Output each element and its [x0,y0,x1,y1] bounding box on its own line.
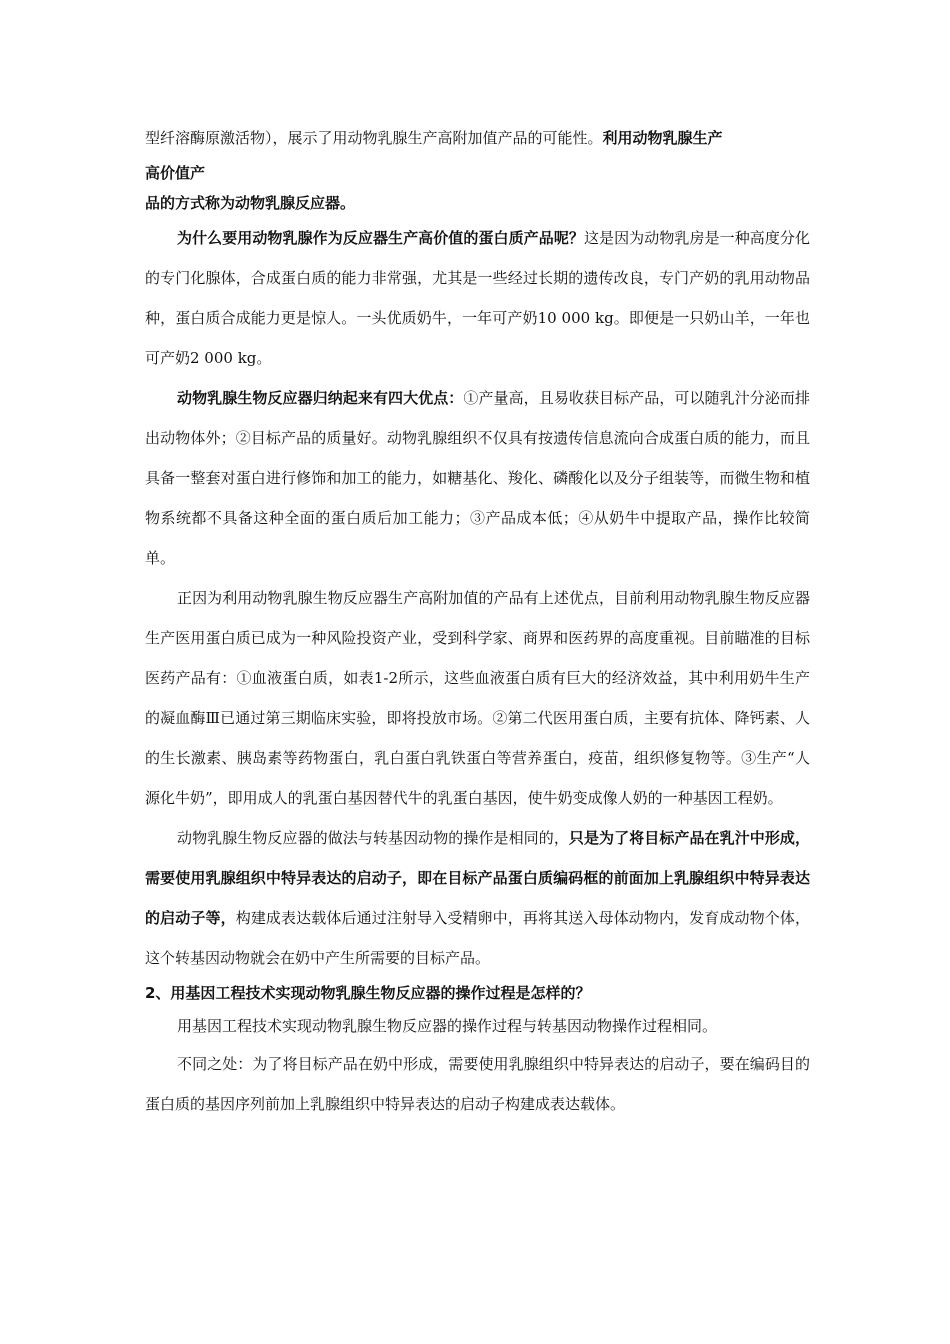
paragraph-5-text-a: 动物乳腺生物反应器的做法与转基因动物的操作是相同的， [177,829,569,847]
paragraph-1-bold-c: 品的方式称为动物乳腺反应器。 [145,194,356,212]
paragraph-6: 用基因工程技术实现动物乳腺生物反应器的操作过程与转基因动物操作过程相同。 [177,1017,718,1035]
paragraph-1-bold-a: 利用动物乳腺生产 [602,129,723,147]
paragraph-1-text: 型纤溶酶原激活物），展示了用动物乳腺生产高附加值产品的可能性。 [145,129,603,147]
paragraph-3-bold: 动物乳腺生物反应器归纳起来有四大优点： [177,389,464,407]
paragraph-2 [145,218,810,378]
paragraph-2-text: 这是因为动物乳房是一种高度分化的专门化腺体，合成蛋白质的能力非常强，尤其是一些经过长期的遗传改良，专门产奶的乳用动物品种，蛋白质合成能力更是惊人。一头优质奶牛，一年可产奶10 000 kg。即便是一只奶山羊，一年也可产奶2 000 kg。 [145,229,810,367]
paragraph-1-bold-b: 高价值产 [145,164,206,182]
paragraph-1 [145,118,810,158]
paragraph-3 [145,378,810,578]
section-heading: 2、用基因工程技术实现动物乳腺生物反应器的操作过程是怎样的？ [145,984,591,1002]
paragraph-5-text-b: 构建成表达载体后通过注射导入受精卵中，再将其送入母体动物内，发育成动物个体，这个转基因动物就会在奶中产生所需要的目标产品。 [145,909,810,967]
document-body [145,118,810,1124]
paragraph-5-bold: 只是为了将目标产品在乳汁中形成，需要使用乳腺组织中特异表达的启动子，即在目标产品蛋白质编码框的前面加上乳腺组织中特异表达的启动子等， [145,829,810,927]
paragraph-4: 正因为利用动物乳腺生物反应器生产高附加值的产品有上述优点，目前利用动物乳腺生物反应器生产医用蛋白质已成为一种风险投资产业，受到科学家、商界和医药界的高度重视。目前瞄准的目标医药产品有：①血液蛋白质，如表1-2所示，这些血液蛋白质有巨大的经济效益，其中利用奶牛生产的凝血酶Ⅲ已通过第三期临床实验，即将投放市场。②第二代医用蛋白质，主要有抗体、降钙素、人的生长激素、胰岛素等药物蛋白，乳白蛋白乳铁蛋白等营养蛋白，疫苗，组织修复物等。③生产“人源化牛奶”，即用成人的乳蛋白基因替代牛的乳蛋白基因，使牛奶变成像人奶的一种基因工程奶。 [145,589,810,807]
paragraph-7: 不同之处：为了将目标产品在奶中形成，需要使用乳腺组织中特异表达的启动子，要在编码目的蛋白质的基因序列前加上乳腺组织中特异表达的启动子构建成表达载体。 [145,1055,810,1113]
paragraph-5 [145,818,810,978]
paragraph-2-bold: 为什么要用动物乳腺作为反应器生产高价值的蛋白质产品呢？ [177,229,584,247]
paragraph-3-text: ①产量高，且易收获目标产品，可以随乳汁分泌而排出动物体外；②目标产品的质量好。动物乳腺组织不仅具有按遗传信息流向合成蛋白质的能力，而且具备一整套对蛋白进行修饰和加工的能力，如糖基化、羧化、磷酸化以及分子组装等，而微生物和植物系统都不具备这种全面的蛋白质后加工能力；③产品成本低；④从奶牛中提取产品，操作比较简单。 [145,389,810,567]
